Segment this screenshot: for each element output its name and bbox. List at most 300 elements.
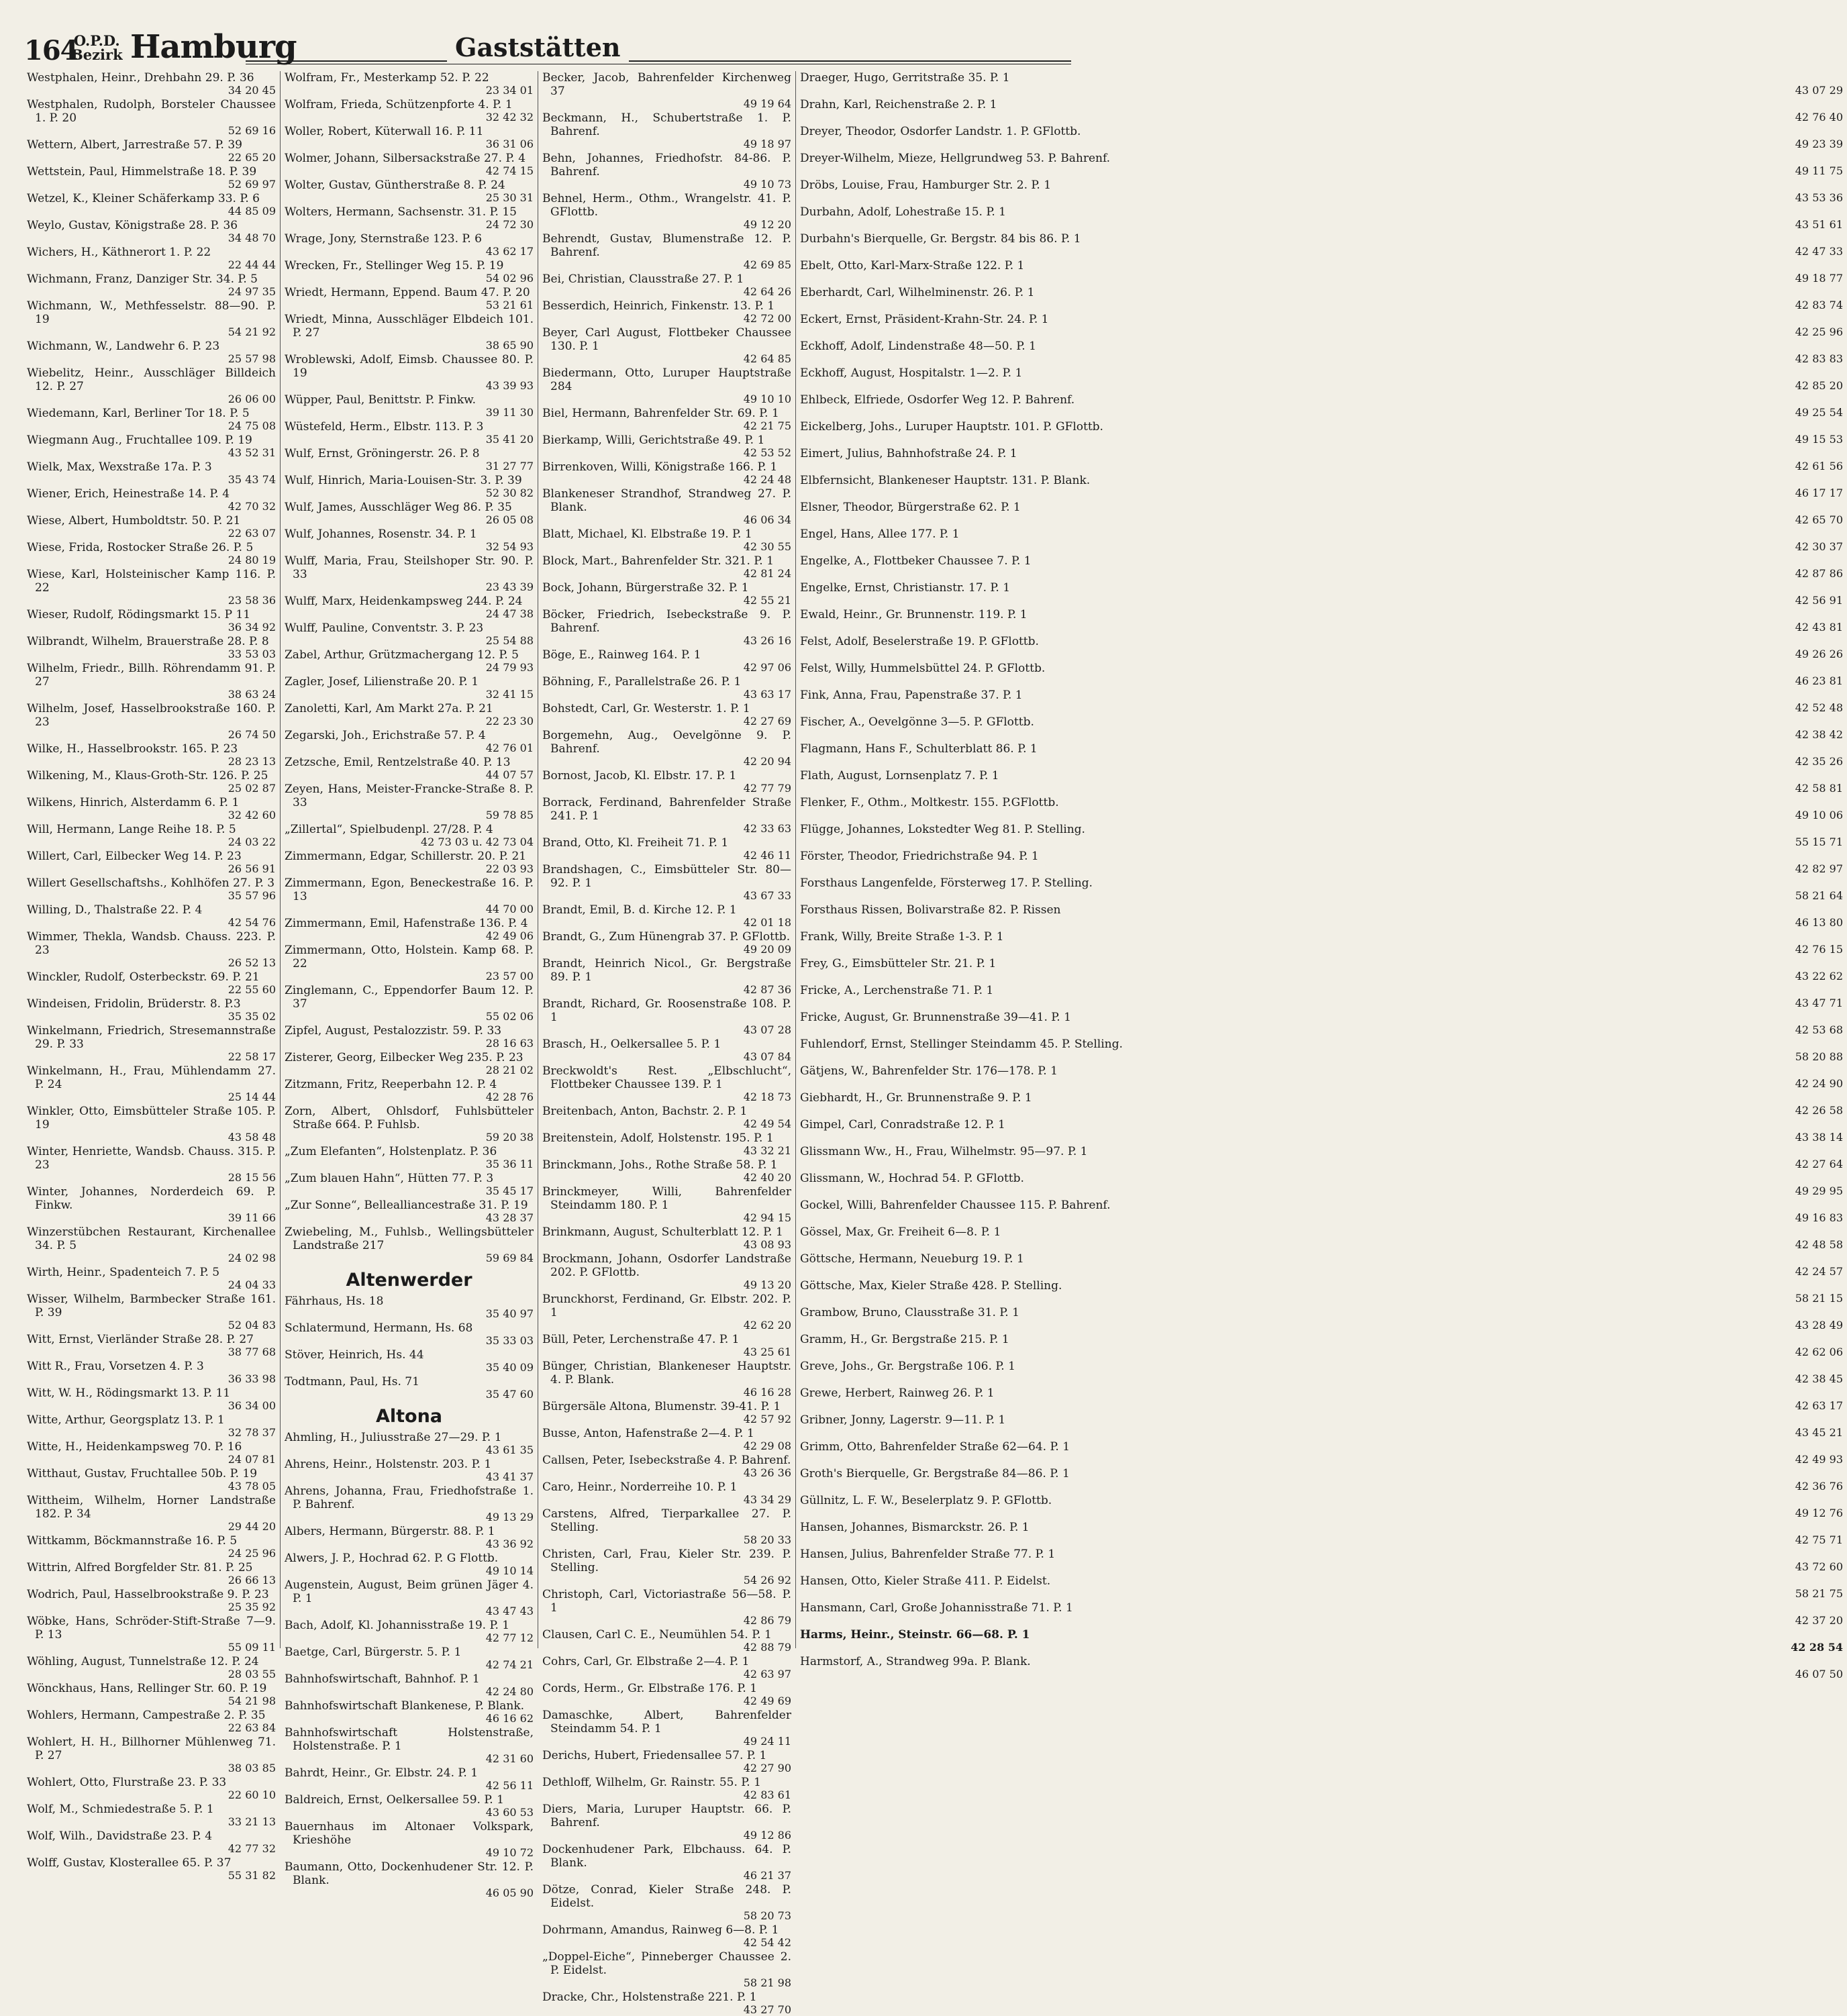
entry-text: Wohlert, Otto, Flurstraße 23. P. 33 [27,1776,227,1789]
entry-text: Durbahn, Adolf, Lohestraße 15. P. 1 [800,205,1006,219]
directory-entry [27,487,276,513]
phone-number: 44 85 09 [228,205,276,217]
phone-number: 49 12 86 [743,1829,791,1842]
directory-entry [27,434,276,459]
entry-text: Glissmann Ww., H., Frau, Wilhelmstr. 95—97. P. 1 [800,1145,1088,1158]
entry-text: Giebhardt, H., Gr. Brunnenstraße 9. P. 1 [800,1091,1032,1105]
entry-text: Brandshagen, C., Eimsbütteler Str. 80—92. P. 1 [542,863,791,890]
directory-entry [27,246,276,271]
entry-text: Witte, Arthur, Georgsplatz 13. P. 1 [27,1413,225,1427]
phone-number: 38 65 90 [485,339,534,352]
phone-number: 35 43 74 [228,473,276,486]
phone-number: 42 74 15 [485,164,534,177]
phone-number: 49 12 76 [1795,1507,1843,1519]
directory-entry [800,125,1843,150]
directory-entry [285,917,534,942]
directory-columns [23,71,1843,2016]
entry-text: Caro, Heinr., Norderreihe 10. P. 1 [542,1480,738,1494]
directory-entry [800,608,1843,634]
entry-text: Dohrmann, Amandus, Rainweg 6—8. P. 1 [542,1923,779,1937]
entry-text: Zanoletti, Karl, Am Markt 27a. P. 21 [285,702,493,715]
phone-number: 54 21 98 [228,1695,276,1707]
phone-number: 26 56 91 [228,862,276,875]
phone-number: 35 36 11 [485,1158,534,1170]
directory-entry [27,299,276,338]
phone-number: 42 20 94 [743,755,791,768]
entry-text: Hansen, Otto, Kieler Straße 411. P. Eidelst. [800,1574,1051,1588]
entry-text: Wolf, Wilh., Davidstraße 23. P. 4 [27,1829,213,1843]
directory-entry [800,662,1843,687]
entry-text: Durbahn's Bierquelle, Gr. Bergstr. 84 bis 86. P. 1 [800,232,1081,246]
directory-entry [27,1225,276,1264]
phone-number: 24 07 81 [228,1453,276,1466]
phone-number: 49 18 97 [743,138,791,150]
directory-entry [27,1829,276,1855]
phone-number: 42 57 92 [743,1413,791,1425]
entry-text: Zorn, Albert, Ohlsdorf, Fuhlsbütteler Straße 664. P. Fuhlsb. [285,1105,534,1131]
directory-entry [285,71,534,97]
entry-text: Förster, Theodor, Friedrichstraße 94. P. 1 [800,850,1039,863]
entry-text: Alwers, J. P., Hochrad 62. P. G Flottb. [285,1552,499,1565]
directory-entry [800,742,1843,768]
entry-text: Groth's Bierquelle, Gr. Bergstraße 84—86. P. 1 [800,1467,1070,1480]
phone-number: 49 24 11 [743,1735,791,1748]
phone-number: 49 10 14 [485,1564,534,1577]
entry-text: Wulf, Ernst, Gröningerstr. 26. P. 8 [285,447,480,460]
place-heading: Altenwerder [346,1270,472,1291]
entry-text: Göttsche, Max, Kieler Straße 428. P. Stelling. [800,1279,1062,1293]
directory-entry [800,232,1843,258]
directory-entry [800,1118,1843,1144]
directory-entry [27,1360,276,1385]
phone-number: 43 07 84 [743,1050,791,1063]
phone-number: 38 77 68 [228,1346,276,1358]
phone-number: 44 07 57 [485,768,534,781]
entry-text: Dröbs, Louise, Frau, Hamburger Str. 2. P. 1 [800,179,1052,192]
entry-text: Westphalen, Rudolph, Borsteler Chaussee 1. P. 20 [27,98,276,125]
directory-entry [800,930,1843,956]
entry-text: Breckwoldt's Rest. „Elbschlucht“, Flottbeker Chaussee 139. P. 1 [542,1064,791,1091]
entry-text: Bornost, Jacob, Kl. Elbstr. 17. P. 1 [542,769,737,783]
phone-number: 42 62 06 [1795,1346,1843,1358]
phone-number: 36 31 06 [485,138,534,150]
entry-text: Biel, Hermann, Bahrenfelder Str. 69. P. 1 [542,407,779,420]
directory-entry [285,850,534,875]
entry-text: Wodrich, Paul, Hasselbrookstraße 9. P. 23 [27,1588,269,1601]
phone-number: 38 03 85 [228,1762,276,1774]
entry-text: Derichs, Hubert, Friedensallee 57. P. 1 [542,1749,767,1762]
phone-number: 46 23 81 [1795,674,1843,687]
entry-text: Elbfernsicht, Blankeneser Hauptstr. 131. P. Blank. [800,474,1091,487]
page-number: 164 [24,35,79,66]
phone-number: 49 11 75 [1795,164,1843,177]
entry-text: Besserdich, Heinrich, Finkenstr. 13. P. 1 [542,299,775,313]
phone-number: 46 21 37 [743,1869,791,1882]
directory-entry [285,447,534,472]
entry-text: Frey, G., Eimsbütteler Str. 21. P. 1 [800,957,997,970]
directory-entry [285,876,534,915]
phone-number: 25 57 98 [228,352,276,365]
directory-entry [285,1484,534,1523]
directory-entry [542,1225,791,1251]
phone-number: 39 11 30 [485,406,534,419]
phone-number: 42 54 76 [228,916,276,929]
phone-number: 43 38 14 [1795,1131,1843,1144]
column-3 [538,71,796,2016]
entry-text: Wiegmann Aug., Fruchtallee 109. P. 19 [27,434,252,447]
entry-text: Wulff, Maria, Frau, Steilshoper Str. 90. P. 33 [285,554,534,581]
phone-number: 24 03 22 [228,836,276,848]
entry-text: Bohstedt, Carl, Gr. Westerstr. 1. P. 1 [542,702,750,715]
directory-entry [285,1199,534,1224]
entry-text: Christoph, Carl, Victoriastraße 56—58. P. 1 [542,1588,791,1615]
entry-text: Gimpel, Carl, Conradstraße 12. P. 1 [800,1118,1005,1131]
phone-number: 32 41 15 [485,688,534,701]
entry-text: Willert, Carl, Eilbecker Weg 14. P. 23 [27,850,242,863]
phone-number: 46 07 50 [1795,1668,1843,1680]
entry-text: Fricke, August, Gr. Brunnenstraße 39—41. P. 1 [800,1011,1071,1024]
entry-text: Schlatermund, Hermann, Hs. 68 [285,1321,473,1335]
directory-entry [27,1735,276,1774]
phone-number: 36 34 92 [228,621,276,634]
entry-text: Callsen, Peter, Isebeckstraße 4. P. Bahrenf. [542,1454,791,1467]
entry-text: Elsner, Theodor, Bürgerstraße 62. P. 1 [800,501,1021,514]
entry-text: Diers, Maria, Luruper Hauptstr. 66. P. Bahrenf. [542,1803,791,1829]
directory-entry [285,474,534,499]
directory-entry [27,1387,276,1412]
directory-entry [800,98,1843,123]
phone-number: 42 83 74 [1795,299,1843,311]
entry-text: Witt, W. H., Rödingsmarkt 13. P. 11 [27,1387,231,1400]
bezirk-label: Bezirk [71,46,123,63]
directory-entry [542,192,791,231]
phone-number: 42 30 55 [743,540,791,553]
phone-number: 43 25 61 [743,1346,791,1358]
entry-text: Zitzmann, Fritz, Reeperbahn 12. P. 4 [285,1078,497,1091]
phone-number: 42 48 58 [1795,1238,1843,1251]
entry-text: Wilkens, Hinrich, Alsterdamm 6. P. 1 [27,796,240,809]
phone-number: 22 03 93 [485,862,534,875]
directory-entry [542,1105,791,1130]
entry-text: Brunckhorst, Ferdinand, Gr. Elbstr. 202. P. 1 [542,1293,791,1319]
entry-text: Wilke, H., Hasselbrookstr. 165. P. 23 [27,742,238,756]
phone-number: 42 30 37 [1795,540,1843,553]
phone-number: 28 16 63 [485,1037,534,1050]
phone-number: 42 83 61 [743,1788,791,1801]
directory-entry [800,1413,1843,1439]
phone-number: 43 28 37 [485,1211,534,1224]
entry-text: Wönckhaus, Hans, Rellinger Str. 60. P. 19 [27,1682,267,1695]
phone-number: 43 26 16 [743,634,791,647]
directory-entry [27,769,276,795]
phone-number: 42 24 90 [1795,1077,1843,1090]
directory-entry [285,823,534,848]
directory-entry [285,1619,534,1644]
entry-text: Göttsche, Hermann, Neueburg 19. P. 1 [800,1252,1024,1266]
directory-entry [27,1561,276,1586]
entry-text: Wolf, M., Schmiedestraße 5. P. 1 [27,1803,214,1816]
entry-text: Eberhardt, Carl, Wilhelminenstr. 26. P. 1 [800,286,1035,299]
directory-entry [800,1011,1843,1036]
entry-text: Witthaut, Gustav, Fruchtallee 50b. P. 19 [27,1467,258,1480]
phone-number: 36 34 00 [228,1399,276,1412]
phone-number: 53 21 61 [485,299,534,311]
phone-number: 42 73 03 u. 42 73 04 [420,836,534,848]
directory-entry [542,1158,791,1184]
directory-entry [285,648,534,674]
entry-text: Winkler, Otto, Eimsbütteler Straße 105. P. 19 [27,1105,276,1131]
entry-text: Brinckmeyer, Willi, Bahrenfelder Steindamm 180. P. 1 [542,1185,791,1212]
header-rule [246,60,1071,64]
entry-text: Zegarski, Joh., Erichstraße 57. P. 4 [285,729,486,742]
entry-text: Winter, Henriette, Wandsb. Chauss. 315. P. 23 [27,1145,276,1172]
entry-text: Hansen, Julius, Bahrenfelder Straße 77. P. 1 [800,1548,1056,1561]
entry-text: Gössel, Max, Gr. Freiheit 6—8. P. 1 [800,1225,1001,1239]
directory-entry [27,930,276,969]
phone-number: 42 49 69 [743,1695,791,1707]
directory-entry [542,299,791,325]
entry-text: Draeger, Hugo, Gerritstraße 35. P. 1 [800,71,1010,85]
phone-number: 42 37 20 [1795,1614,1843,1627]
entry-text: Behnel, Herm., Othm., Wrangelstr. 41. P. GFlottb. [542,192,791,219]
entry-text: Wettstein, Paul, Himmelstraße 18. P. 39 [27,165,257,179]
directory-entry [27,1776,276,1801]
entry-text: Block, Mart., Bahrenfelder Str. 321. P. 1 [542,554,774,568]
entry-text: Wiedemann, Karl, Berliner Tor 18. P. 5 [27,407,250,420]
phone-number: 42 21 75 [743,419,791,432]
phone-number: 34 20 45 [228,84,276,97]
phone-number: 58 21 75 [1795,1587,1843,1600]
phone-number: 54 02 96 [485,272,534,285]
directory-entry [542,1185,791,1224]
directory-entry [285,1051,534,1076]
entry-text: Wohlers, Hermann, Campestraße 2. P. 35 [27,1709,266,1722]
phone-number: 43 62 17 [485,245,534,258]
entry-text: Behn, Johannes, Friedhofstr. 84-86. P. Bahrenf. [542,152,791,179]
entry-text: Ewald, Heinr., Gr. Brunnenstr. 119. P. 1 [800,608,1028,621]
directory-entry [542,1252,791,1291]
directory-entry [542,836,791,862]
entry-text: Wisser, Wilhelm, Barmbecker Straße 161. P. 39 [27,1293,276,1319]
entry-text: Borrack, Ferdinand, Bahrenfelder Straße 241. P. 1 [542,796,791,823]
entry-text: Eckhoff, August, Hospitalstr. 1—2. P. 1 [800,366,1023,380]
phone-number: 43 34 29 [743,1493,791,1506]
entry-text: Wiese, Albert, Humboldtstr. 50. P. 21 [27,514,241,527]
directory-entry [285,1699,534,1725]
entry-text: Bünger, Christian, Blankeneser Hauptstr. 4. P. Blank. [542,1360,791,1387]
phone-number: 43 07 28 [743,1023,791,1036]
phone-number: 43 63 17 [743,688,791,701]
entry-text: Wöbke, Hans, Schröder-Stift-Straße 7—9. P. 13 [27,1615,276,1642]
directory-entry [285,756,534,781]
entry-text: Zisterer, Georg, Eilbecker Weg 235. P. 23 [285,1051,523,1064]
phone-number: 28 03 55 [228,1668,276,1680]
entry-text: Biedermann, Otto, Luruper Hauptstraße 284 [542,366,791,393]
entry-text: Bahnhofswirtschaft Holstenstraße, Holstenstraße. P. 1 [285,1726,534,1753]
entry-text: Harms, Heinr., Steinstr. 66—68. P. 1 [800,1628,1030,1642]
phone-number: 22 55 60 [228,983,276,996]
directory-entry [800,366,1843,392]
phone-number: 49 18 77 [1795,272,1843,285]
phone-number: 43 27 70 [743,2003,791,2016]
entry-text: Wittheim, Wilhelm, Horner Landstraße 182. P. 34 [27,1494,276,1521]
entry-text: Hansen, Johannes, Bismarckstr. 26. P. 1 [800,1521,1030,1534]
directory-entry [800,1172,1843,1197]
entry-text: Winckler, Rudolf, Osterbeckstr. 69. P. 21 [27,970,260,984]
directory-entry [27,1105,276,1144]
directory-entry [285,527,534,553]
directory-entry [285,984,534,1023]
phone-number: 35 57 96 [228,889,276,902]
entry-text: Fuhlendorf, Ernst, Stellinger Steindamm 45. P. Stelling. [800,1038,1123,1051]
directory-entry [800,1064,1843,1090]
phone-number: 42 27 69 [743,715,791,727]
directory-entry [542,1883,791,1922]
directory-entry [285,205,534,231]
entry-text: Bock, Johann, Bürgerstraße 32. P. 1 [542,581,749,595]
entry-text: Christen, Carl, Frau, Kieler Str. 239. P. Stelling. [542,1548,791,1574]
entry-text: Windeisen, Fridolin, Brüderstr. 8. P.3 [27,997,241,1011]
phone-number: 58 21 98 [743,1976,791,1989]
entry-text: Cohrs, Carl, Gr. Elbstraße 2—4. P. 1 [542,1655,750,1668]
entry-text: Ebelt, Otto, Karl-Marx-Straße 122. P. 1 [800,259,1025,272]
directory-entry [285,98,534,123]
entry-text: Wriedt, Hermann, Eppend. Baum 47. P. 20 [285,286,530,299]
directory-entry [27,1413,276,1439]
phone-number: 55 31 82 [228,1869,276,1882]
phone-number: 43 60 53 [485,1806,534,1819]
entry-text: Bahrdt, Heinr., Gr. Elbstr. 24. P. 1 [285,1766,479,1780]
directory-entry [542,1064,791,1103]
directory-entry [285,501,534,526]
directory-entry [542,152,791,191]
directory-entry [800,179,1843,204]
entry-text: Wolff, Gustav, Klosterallee 65. P. 37 [27,1856,232,1870]
phone-number: 42 61 56 [1795,460,1843,472]
phone-number: 55 09 11 [228,1641,276,1654]
directory-entry [542,675,791,701]
phone-number: 42 35 26 [1795,755,1843,768]
phone-number: 42 53 68 [1795,1023,1843,1036]
phone-number: 33 21 13 [228,1815,276,1828]
entry-text: „Zur Sonne“, Bellealliancestraße 31. P. 19 [285,1199,528,1212]
directory-entry [285,944,534,982]
directory-entry [542,729,791,768]
phone-number: 42 47 33 [1795,245,1843,258]
entry-text: Wöhling, August, Tunnelstraße 12. P. 24 [27,1655,259,1668]
phone-number: 49 26 26 [1795,648,1843,660]
entry-text: Ehlbeck, Elfriede, Osdorfer Weg 12. P. Bahrenf. [800,393,1075,407]
phone-number: 42 58 81 [1795,782,1843,795]
directory-entry [27,796,276,821]
directory-entry [800,259,1843,285]
phone-number: 43 52 31 [228,446,276,459]
directory-entry [285,1172,534,1197]
entry-text: Wimmer, Thekla, Wandsb. Chauss. 223. P. 23 [27,930,276,957]
entry-text: Wiese, Frida, Rostocker Straße 26. P. 5 [27,541,254,554]
entry-text: Wielk, Max, Wexstraße 17a. P. 3 [27,460,212,474]
directory-entry [800,71,1843,97]
phone-number: 22 63 07 [228,527,276,540]
opd-abbrev: O.P.D. [73,32,120,49]
entry-text: Brandt, Heinrich Nicol., Gr. Bergstraße 89. P. 1 [542,957,791,984]
entry-text: Wüstefeld, Herm., Elbstr. 113. P. 3 [285,420,484,434]
directory-entry [542,1749,791,1774]
directory-entry [27,272,276,298]
entry-text: Westphalen, Heinr., Drehbahn 29. P. 36 [27,71,254,85]
directory-entry [542,863,791,902]
directory-entry [27,1709,276,1734]
entry-text: Flath, August, Lornsenplatz 7. P. 1 [800,769,999,783]
directory-entry [27,1655,276,1680]
phone-number: 58 20 33 [743,1533,791,1546]
phone-number: 24 79 93 [485,661,534,674]
directory-entry [285,1348,534,1374]
directory-entry [285,675,534,701]
phone-number: 42 56 11 [485,1779,534,1792]
phone-number: 35 47 60 [485,1388,534,1401]
phone-number: 42 74 21 [485,1658,534,1671]
directory-entry [285,1552,534,1577]
phone-number: 32 78 37 [228,1426,276,1439]
phone-number: 42 70 32 [228,500,276,513]
entry-text: Bauernhaus im Altonaer Volkspark, Krieshöhe [285,1820,534,1847]
entry-text: Brand, Otto, Kl. Freiheit 71. P. 1 [542,836,729,850]
entry-text: Forsthaus Rissen, Bolivarstraße 82. P. Rissen [800,903,1061,917]
phone-number: 26 52 13 [228,956,276,969]
entry-text: Breitenbach, Anton, Bachstr. 2. P. 1 [542,1105,748,1118]
directory-entry [285,1578,534,1617]
directory-entry [285,729,534,754]
phone-number: 42 24 57 [1795,1265,1843,1278]
entry-text: Gramm, H., Gr. Bergstraße 215. P. 1 [800,1333,1009,1346]
entry-text: Beyer, Carl August, Flottbeker Chaussee 130. P. 1 [542,326,791,353]
entry-text: Baldreich, Ernst, Oelkersallee 59. P. 1 [285,1793,504,1807]
directory-entry [27,1293,276,1331]
entry-text: „Zillertal“, Spielbudenpl. 27/28. P. 4 [285,823,493,836]
entry-text: Hansmann, Carl, Große Johannisstraße 71. P. 1 [800,1601,1073,1615]
entry-text: „Doppel-Eiche“, Pinneberger Chaussee 2. P. Eidelst. [542,1950,791,1977]
directory-entry [542,527,791,553]
phone-number: 58 21 64 [1795,889,1843,902]
entry-text: Brinkmann, August, Schulterblatt 12. P. 1 [542,1225,783,1239]
page-header [24,26,1071,72]
entry-text: Brasch, H., Oelkersallee 5. P. 1 [542,1038,721,1051]
directory-entry [800,1145,1843,1170]
entry-text: Zimmermann, Egon, Beneckestraße 16. P. 13 [285,876,534,903]
entry-text: Behrendt, Gustav, Blumenstraße 12. P. Bahrenf. [542,232,791,259]
entry-text: Bahnhofswirtschaft, Bahnhof. P. 1 [285,1672,480,1686]
phone-number: 42 63 97 [743,1668,791,1680]
phone-number: 42 97 06 [743,661,791,674]
entry-text: Ahmling, H., Juliusstraße 27—29. P. 1 [285,1431,502,1444]
phone-number: 46 16 62 [485,1712,534,1725]
entry-text: Beckmann, H., Schubertstraße 1. P. Bahrenf. [542,111,791,138]
phone-number: 42 53 52 [743,446,791,459]
directory-entry [27,407,276,432]
phone-number: 43 47 43 [485,1605,534,1617]
entry-text: Cords, Herm., Gr. Elbstraße 176. P. 1 [542,1682,758,1695]
directory-entry [27,1440,276,1466]
entry-text: Wrecken, Fr., Stellinger Weg 15. P. 19 [285,259,504,272]
directory-entry [285,1295,534,1320]
entry-text: Harmstorf, A., Strandweg 99a. P. Blank. [800,1655,1031,1668]
entry-text: Wolmer, Johann, Silbersackstraße 27. P. 4 [285,152,526,165]
phone-number: 59 78 85 [485,809,534,821]
place-heading: Altona [375,1406,443,1427]
phone-number: 43 78 05 [228,1480,276,1493]
directory-entry [27,165,276,191]
